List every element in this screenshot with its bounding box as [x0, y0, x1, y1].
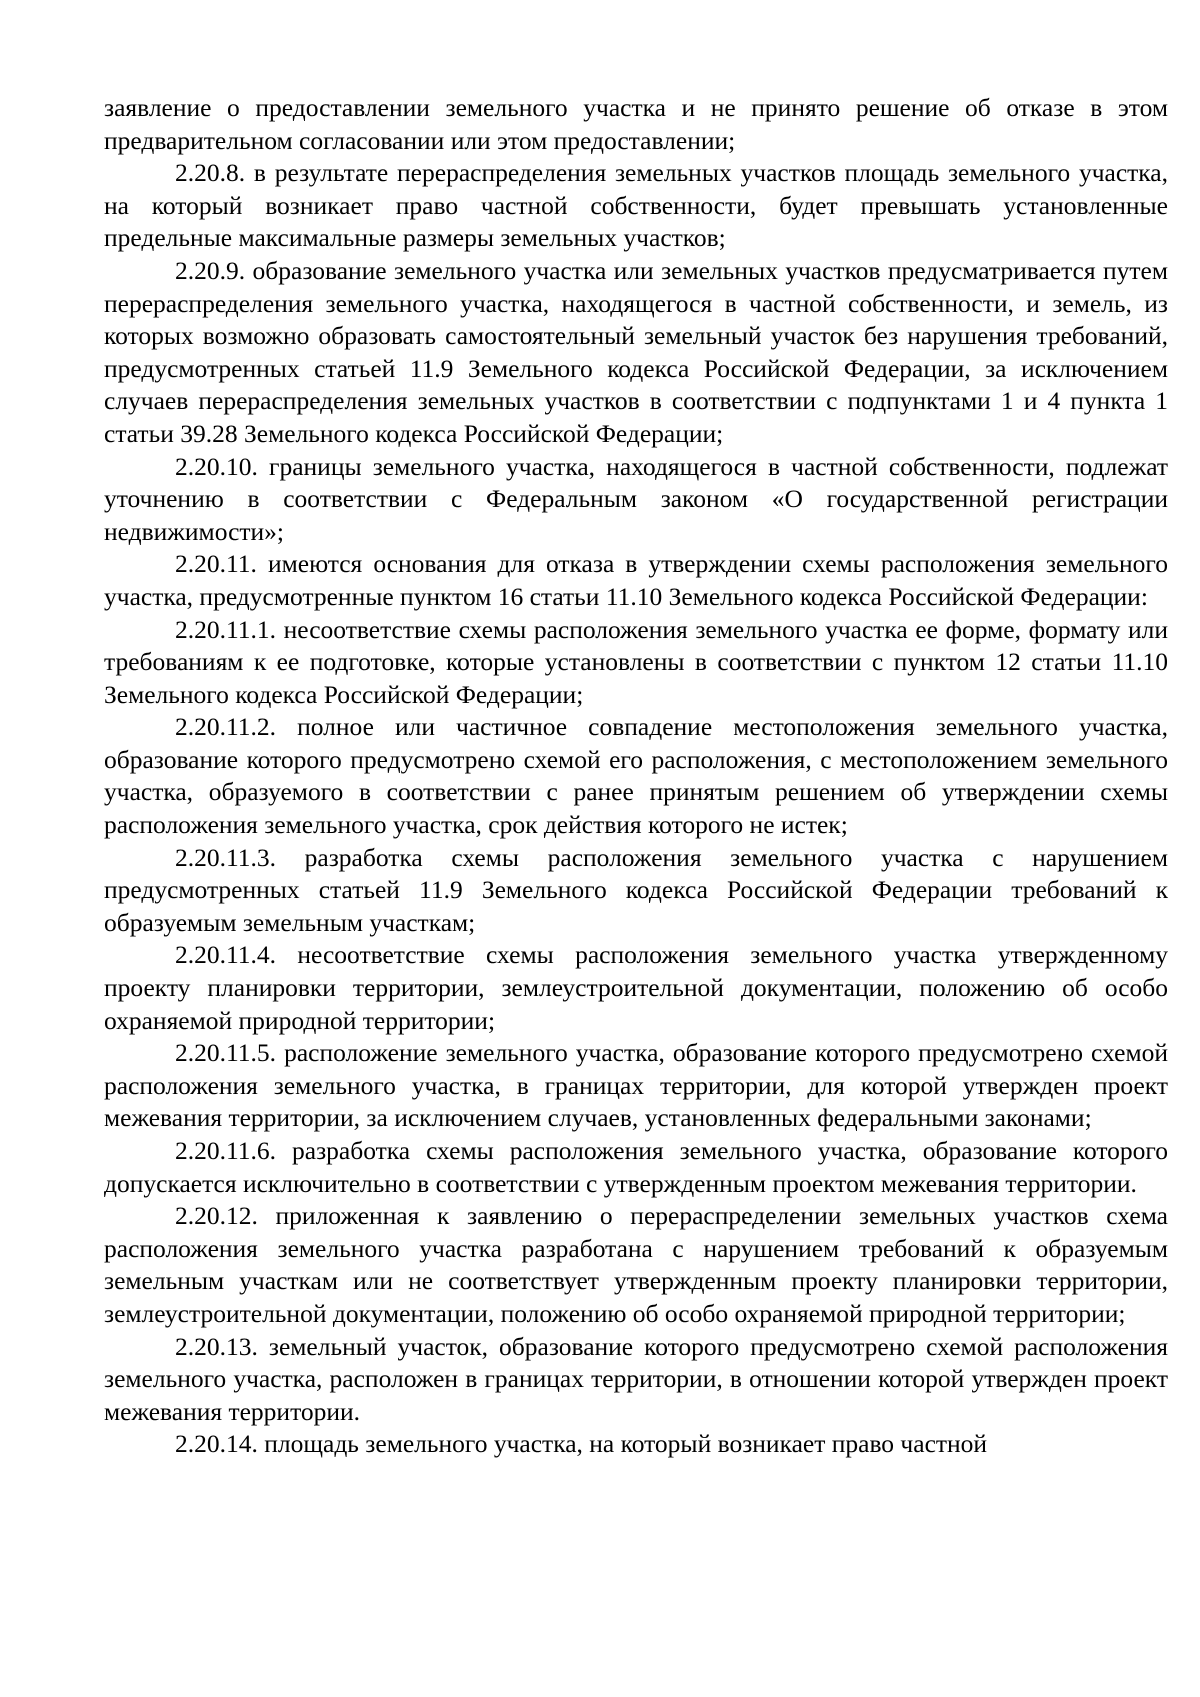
paragraph-2-20-11-4: 2.20.11.4. несоответствие схемы расположения земельного участка утвержденному проекту планировки территории, землеустроительной документации, положению об особо охраняемой природной территории; [104, 940, 1168, 1035]
paragraph-2-20-11-2: 2.20.11.2. полное или частичное совпадение местоположения земельного участка, образование которого предусмотрено схемой его расположения, с местоположением земельного участка, образуемого в соответствии с ранее принятым решением об утверждении схемы расположения земельного участка, срок действия которого не истек; [104, 712, 1168, 840]
paragraph-2-20-11: 2.20.11. имеются основания для отказа в утверждении схемы расположения земельного участка, предусмотренные пунктом 16 статьи 11.10 Земельного кодекса Российской Федерации: [104, 549, 1168, 611]
paragraph-continuation: заявление о предоставлении земельного участка и не принято решение об отказе в этом предварительном согласовании или этом предоставлении; [104, 93, 1168, 155]
paragraph-2-20-9: 2.20.9. образование земельного участка или земельных участков предусматривается путем перераспределения земельного участка, находящегося в частной собственности, и земель, из которых возможно образовать самостоятельный земельный участок без нарушения требований, предусмотренных статьей 11.9 Земельного кодекса Российской Федерации, за исключением случаев перераспределения земельных участков в соответствии с подпунктами 1 и 4 пункта 1 статьи 39.28 Земельного кодекса Российской Федерации; [104, 255, 1168, 448]
paragraph-2-20-8: 2.20.8. в результате перераспределения земельных участков площадь земельного участка, на который возникает право частной собственности, будет превышать установленные предельные максимальные размеры земельных участков; [104, 158, 1168, 253]
paragraph-2-20-11-5: 2.20.11.5. расположение земельного участка, образование которого предусмотрено схемой расположения земельного участка, в границах территории, для которой утвержден проект межевания территории, за исключением случаев, установленных федеральными законами; [104, 1038, 1168, 1133]
paragraph-2-20-11-1: 2.20.11.1. несоответствие схемы расположения земельного участка ее форме, формату или требованиям к ее подготовке, которые установлены в соответствии с пунктом 12 статьи 11.10 Земельного кодекса Российской Федерации; [104, 614, 1168, 709]
paragraph-2-20-13: 2.20.13. земельный участок, образование которого предусмотрено схемой расположения земельного участка, расположен в границах территории, в отношении которой утвержден проект межевания территории. [104, 1331, 1168, 1426]
document-page [104, 92, 1168, 1461]
paragraph-2-20-10: 2.20.10. границы земельного участка, находящегося в частной собственности, подлежат уточнению в соответствии с Федеральным законом «О государственной регистрации недвижимости»; [104, 451, 1168, 546]
paragraph-2-20-11-3: 2.20.11.3. разработка схемы расположения земельного участка с нарушением предусмотренных статьей 11.9 Земельного кодекса Российской Федерации требований к образуемым земельным участкам; [104, 842, 1168, 937]
paragraph-2-20-11-6: 2.20.11.6. разработка схемы расположения земельного участка, образование которого допускается исключительно в соответствии с утвержденным проектом межевания территории. [104, 1136, 1168, 1198]
paragraph-2-20-14: 2.20.14. площадь земельного участка, на который возникает право частной [175, 1429, 988, 1459]
paragraph-2-20-12: 2.20.12. приложенная к заявлению о перераспределении земельных участков схема расположения земельного участка разработана с нарушением требований к образуемым земельным участкам или не соответствует утвержденным проекту планировки территории, землеустроительной документации, положению об особо охраняемой природной территории; [104, 1201, 1168, 1328]
